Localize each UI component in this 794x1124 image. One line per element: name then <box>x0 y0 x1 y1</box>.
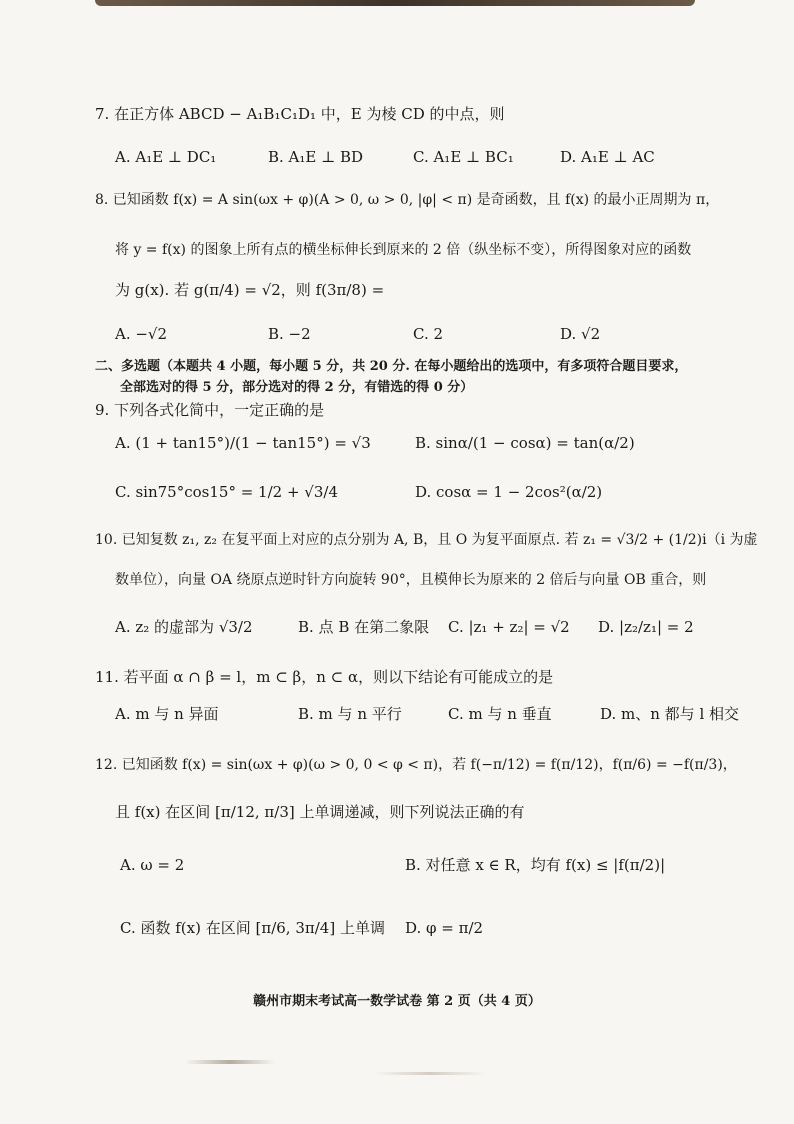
q10-option-c: C. |z₁ + z₂| = √2 <box>448 618 570 636</box>
q11-option-b: B. m 与 n 平行 <box>298 705 402 723</box>
section2-header-line2: 全部选对的得 5 分，部分选对的得 2 分，有错选的得 0 分） <box>120 380 474 395</box>
q12-option-b: B. 对任意 x ∈ R，均有 f(x) ≤ |f(π/2)| <box>405 856 666 874</box>
q11-option-a: A. m 与 n 异面 <box>115 705 219 723</box>
q9-option-c: C. sin75°cos15° = 1/2 + √3/4 <box>115 483 338 501</box>
scan-smudge <box>185 1060 275 1064</box>
q8-stem-line3: 为 g(x). 若 g(π/4) = √2，则 f(3π/8) = <box>115 281 385 299</box>
scan-smudge <box>375 1072 485 1075</box>
q8-stem-line2: 将 y = f(x) 的图象上所有点的横坐标伸长到原来的 2 倍（纵坐标不变），所得图象对应的函数 <box>115 242 692 258</box>
q10-stem-line2: 数单位），向量 OA 绕原点逆时针方向旋转 90°，且模伸长为原来的 2 倍后与向量 OB 重合，则 <box>115 572 707 588</box>
section2-header-line1: 二、多选题（本题共 4 小题，每小题 5 分，共 20 分. 在每小题给出的选项中，有多项符合题目要求， <box>95 359 688 374</box>
q8-option-c: C. 2 <box>413 325 444 343</box>
q10-option-a: A. z₂ 的虚部为 √3/2 <box>115 618 253 636</box>
q8-stem-line1: 8. 已知函数 f(x) = A sin(ωx + φ)(A > 0, ω > 0, |φ| < π) 是奇函数，且 f(x) 的最小正周期为 π， <box>95 192 720 208</box>
q7-option-a: A. A₁E ⊥ DC₁ <box>115 148 217 166</box>
q12-option-a: A. ω = 2 <box>120 856 185 874</box>
q9-option-a: A. (1 + tan15°)/(1 − tan15°) = √3 <box>115 434 371 452</box>
q8-option-a: A. −√2 <box>115 325 168 343</box>
q9-option-b: B. sinα/(1 − cosα) = tan(α/2) <box>415 434 635 452</box>
q10-option-b: B. 点 B 在第二象限 <box>298 618 430 636</box>
q9-option-d: D. cosα = 1 − 2cos²(α/2) <box>415 483 603 501</box>
q11-option-c: C. m 与 n 垂直 <box>448 705 552 723</box>
q7-option-d: D. A₁E ⊥ AC <box>560 148 655 166</box>
q11-stem: 11. 若平面 α ∩ β = l，m ⊂ β，n ⊂ α，则以下结论有可能成立的是 <box>95 668 554 686</box>
q10-stem-line1: 10. 已知复数 z₁, z₂ 在复平面上对应的点分别为 A, B，且 O 为复平面原点. 若 z₁ = √3/2 + (1/2)i（i 为虚 <box>95 532 758 548</box>
q11-option-d: D. m、n 都与 l 相交 <box>600 705 740 723</box>
q12-option-d: D. φ = π/2 <box>405 919 484 937</box>
q12-option-c: C. 函数 f(x) 在区间 [π/6, 3π/4] 上单调 <box>120 919 385 937</box>
q7-option-c: C. A₁E ⊥ BC₁ <box>413 148 514 166</box>
q8-option-b: B. −2 <box>268 325 311 343</box>
page-footer: 赣州市期末考试高一数学试卷 第 2 页（共 4 页） <box>253 994 541 1009</box>
q10-option-d: D. |z₂/z₁| = 2 <box>598 618 694 636</box>
q9-stem: 9. 下列各式化简中，一定正确的是 <box>95 401 325 419</box>
q7-option-b: B. A₁E ⊥ BD <box>268 148 364 166</box>
q8-option-d: D. √2 <box>560 325 601 343</box>
q12-stem-line2: 且 f(x) 在区间 [π/12, π/3] 上单调递减，则下列说法正确的有 <box>115 803 525 821</box>
q7-stem: 7. 在正方体 ABCD − A₁B₁C₁D₁ 中，E 为棱 CD 的中点，则 <box>95 105 505 123</box>
q12-stem-line1: 12. 已知函数 f(x) = sin(ωx + φ)(ω > 0, 0 < φ < π)，若 f(−π/12) = f(π/12)，f(π/6) = −f(π/3)， <box>95 757 737 773</box>
